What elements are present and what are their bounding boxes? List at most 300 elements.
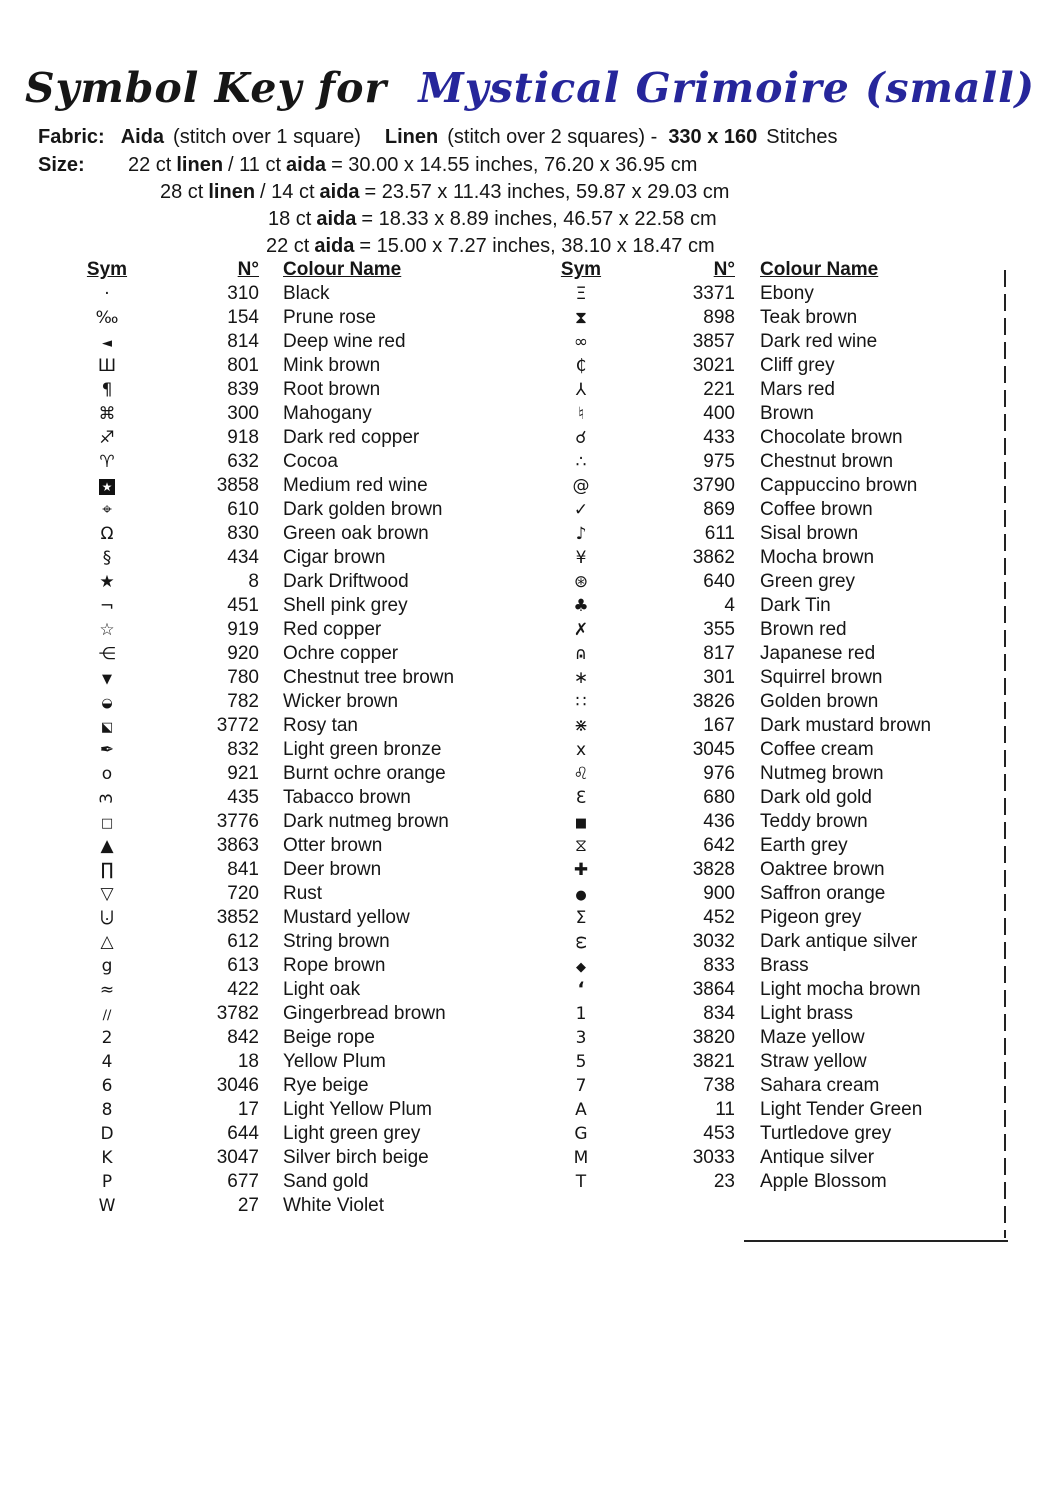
thread-number-cell: 310	[227, 283, 259, 304]
text-segment: = 23.57 x 11.43 inches, 59.87 x 29.03 cm	[364, 181, 730, 203]
stitch-symbol: ⨃	[100, 908, 114, 928]
thread-number-cell: 632	[227, 451, 259, 472]
table-row	[63, 1170, 508, 1194]
table-row	[63, 642, 508, 666]
thread-number-cell: 436	[703, 811, 735, 832]
stitch-symbol: ◪	[100, 720, 114, 735]
text-segment: = 30.00 x 14.55 inches, 76.20 x 36.95 cm	[331, 154, 698, 176]
thread-number-cell: 4	[724, 595, 735, 616]
thread-number-cell: 839	[227, 379, 259, 400]
thread-number-cell: 613	[227, 955, 259, 976]
colour-name-cell: Squirrel brown	[760, 667, 883, 688]
stitch-symbol: ∗	[573, 668, 589, 688]
stitch-symbol: W	[98, 1196, 116, 1216]
stitch-symbol: ◒	[101, 696, 113, 711]
thread-number-cell: 3046	[216, 1075, 259, 1096]
size-label: Size:	[38, 154, 85, 176]
colour-name-cell: Burnt ochre orange	[283, 763, 446, 784]
colour-name-cell: Ebony	[760, 283, 814, 304]
column-header-name: Colour Name	[760, 259, 879, 280]
stitch-symbol: ¶	[101, 380, 113, 400]
colour-name-cell: Dark Tin	[760, 595, 831, 616]
stitch-symbol: @	[572, 476, 590, 496]
colour-name-cell: Brown red	[760, 619, 847, 640]
table-row	[63, 450, 508, 474]
colour-name-cell: Golden brown	[760, 691, 879, 712]
colour-name-cell: Yellow Plum	[283, 1051, 386, 1072]
table-row	[63, 954, 508, 978]
colour-name-cell: Teak brown	[760, 307, 858, 328]
stitch-symbol: ♣	[573, 596, 589, 616]
colour-name-cell: Green grey	[760, 571, 856, 592]
thread-number-cell: 677	[227, 1171, 259, 1192]
stitch-symbol: ⌖	[102, 500, 112, 520]
thread-number-cell: 3864	[692, 979, 735, 1000]
thread-number-cell: 154	[227, 307, 259, 328]
table-row	[63, 330, 508, 354]
colour-name-cell: Rust	[283, 883, 323, 904]
thread-number-cell: 3821	[692, 1051, 735, 1072]
table-row	[543, 354, 1003, 378]
stitch-symbol: ☌	[575, 428, 587, 448]
text-segment: 18 ct	[268, 208, 312, 230]
table-row	[63, 858, 508, 882]
thread-number-cell: 3857	[692, 331, 735, 352]
colour-name-cell: Japanese red	[760, 643, 876, 664]
colour-name-cell: Straw yellow	[760, 1051, 867, 1072]
thread-number-cell: 3045	[692, 739, 735, 760]
thread-number-cell: 167	[703, 715, 735, 736]
colour-name-cell: Chestnut tree brown	[283, 667, 455, 688]
table-row	[63, 1194, 508, 1218]
colour-name-cell: Nutmeg brown	[760, 763, 884, 784]
colour-name-cell: Otter brown	[283, 835, 383, 856]
table-row	[543, 450, 1003, 474]
stitch-symbol: ✓	[573, 500, 589, 520]
stitch-symbol: ♐	[99, 428, 115, 448]
stitch-symbol: 4	[101, 1052, 113, 1072]
colour-name-cell: Maze yellow	[760, 1027, 865, 1048]
table-row	[543, 1146, 1003, 1170]
colour-name-cell: Turtledove grey	[760, 1123, 892, 1144]
thread-number-cell: 3790	[692, 475, 735, 496]
table-row	[543, 882, 1003, 906]
stitch-symbol: 7	[575, 1076, 587, 1096]
symbol-table-left-column	[63, 258, 508, 1218]
stitch-symbol: 1	[575, 1004, 587, 1024]
stitch-symbol: ◄	[102, 336, 112, 351]
stitch-symbol: Ξ	[575, 284, 587, 304]
thread-number-cell: 976	[703, 763, 735, 784]
colour-name-cell: Wicker brown	[283, 691, 399, 712]
stitch-symbol: ⋲	[98, 644, 116, 664]
thread-number-cell: 642	[703, 835, 735, 856]
thread-number-cell: 221	[703, 379, 735, 400]
stitch-symbol: ⋇	[573, 716, 589, 736]
colour-name-cell: Brass	[760, 955, 809, 976]
stitch-symbol: Σ	[575, 908, 587, 928]
stitch-symbol: ¬	[99, 596, 115, 616]
colour-name-cell: Rope brown	[283, 955, 386, 976]
table-header-row	[543, 258, 1003, 282]
text-segment: aida	[286, 154, 327, 176]
thread-number-cell: 3862	[692, 547, 735, 568]
table-row	[63, 522, 508, 546]
stitch-symbol: ♈	[99, 452, 115, 472]
stitch-symbol: ●	[575, 888, 587, 903]
thread-number-cell: 301	[703, 667, 735, 688]
stitch-symbol: T	[575, 1172, 587, 1192]
thread-number-cell: 814	[227, 331, 259, 352]
thread-number-cell: 611	[704, 523, 735, 544]
table-row	[63, 498, 508, 522]
stitch-symbol: 2	[101, 1028, 113, 1048]
table-row	[63, 1122, 508, 1146]
stitch-symbol: ‰	[95, 308, 119, 328]
stitch-symbol: ■	[574, 816, 588, 831]
symbol-table-right-column	[543, 258, 1003, 1194]
colour-name-cell: Dark golden brown	[283, 499, 443, 520]
thread-number-cell: 3032	[692, 931, 735, 952]
thread-number-cell: 452	[703, 907, 735, 928]
colour-name-cell: Medium red wine	[283, 475, 428, 496]
text-segment: / 14 ct	[260, 181, 315, 203]
stitch-symbol: ⧗	[575, 308, 587, 328]
table-row	[543, 378, 1003, 402]
table-row	[543, 282, 1003, 306]
table-row	[63, 666, 508, 690]
stitch-symbol: P	[101, 1172, 113, 1192]
thread-number-cell: 921	[227, 763, 259, 784]
text-segment: linen	[176, 154, 224, 176]
text-segment: Linen	[384, 126, 439, 148]
stitch-symbol: ⊛	[573, 572, 589, 592]
thread-number-cell: 11	[715, 1099, 735, 1120]
thread-number-cell: 435	[227, 787, 259, 808]
stitch-symbol: ▽	[100, 884, 114, 904]
colour-name-cell: Deer brown	[283, 859, 382, 880]
title-pattern-name: Mystical Grimoire (small)	[418, 64, 1036, 112]
colour-name-cell: Light oak	[283, 979, 361, 1000]
table-row	[543, 1098, 1003, 1122]
colour-name-cell: Pigeon grey	[760, 907, 862, 928]
stitch-symbol: 5	[575, 1052, 587, 1072]
column-header-sym: Sym	[86, 259, 128, 280]
stitch-symbol: ✗	[573, 620, 589, 640]
colour-name-cell: Antique silver	[760, 1147, 875, 1168]
stitch-symbol: M	[573, 1148, 589, 1168]
colour-name-cell: Dark mustard brown	[760, 715, 932, 736]
table-row	[543, 594, 1003, 618]
table-row	[543, 786, 1003, 810]
table-row	[543, 522, 1003, 546]
colour-name-cell: Light Yellow Plum	[283, 1099, 432, 1120]
text-segment: = 15.00 x 7.27 inches, 38.10 x 18.47 cm	[359, 235, 715, 257]
table-row	[543, 570, 1003, 594]
text-segment: / 11 ct	[228, 154, 282, 176]
stitch-symbol: A	[575, 1100, 587, 1120]
table-row	[63, 1098, 508, 1122]
stitch-symbol: ♌	[573, 764, 589, 784]
stitch-symbol: ∏	[100, 860, 114, 880]
table-row	[543, 858, 1003, 882]
thread-number-cell: 920	[227, 643, 259, 664]
size-line	[0, 233, 734, 260]
table-row	[63, 618, 508, 642]
table-row	[543, 402, 1003, 426]
text-segment: (stitch over 2 squares) -	[447, 126, 658, 148]
table-row	[543, 546, 1003, 570]
table-row	[543, 762, 1003, 786]
thread-number-cell: 898	[703, 307, 735, 328]
text-segment: linen	[208, 181, 256, 203]
thread-number-cell: 738	[703, 1075, 735, 1096]
table-row	[63, 402, 508, 426]
colour-name-cell: Ochre copper	[283, 643, 399, 664]
thread-number-cell: 3858	[216, 475, 259, 496]
colour-name-cell: Red copper	[283, 619, 382, 640]
colour-name-cell: Earth grey	[760, 835, 848, 856]
thread-number-cell: 610	[227, 499, 259, 520]
thread-number-cell: 640	[703, 571, 735, 592]
table-row	[543, 714, 1003, 738]
table-row	[63, 1074, 508, 1098]
colour-name-cell: Light mocha brown	[760, 979, 921, 1000]
colour-name-cell: Cliff grey	[760, 355, 835, 376]
colour-name-cell: Rye beige	[283, 1075, 369, 1096]
colour-name-cell: Deep wine red	[283, 331, 406, 352]
stitch-symbol: ₵	[575, 356, 587, 376]
stitch-symbol: §	[102, 548, 112, 568]
thread-number-cell: 918	[227, 427, 259, 448]
thread-number-cell: 3776	[216, 811, 259, 832]
thread-number-cell: 3828	[692, 859, 735, 880]
fabric-info-line	[38, 124, 846, 151]
table-row	[543, 738, 1003, 762]
stitch-symbol: o	[101, 764, 113, 784]
text-segment: Stitches	[766, 126, 838, 148]
table-row	[543, 1122, 1003, 1146]
thread-number-cell: 8	[248, 571, 259, 592]
table-row	[63, 426, 508, 450]
table-row	[63, 810, 508, 834]
thread-number-cell: 300	[227, 403, 259, 424]
table-row	[543, 642, 1003, 666]
colour-name-cell: Apple Blossom	[760, 1171, 887, 1192]
table-row	[63, 786, 508, 810]
table-row	[63, 354, 508, 378]
colour-name-cell: Light green grey	[283, 1123, 421, 1144]
table-row	[63, 282, 508, 306]
colour-name-cell: Mocha brown	[760, 547, 875, 568]
text-segment: aida	[319, 181, 360, 203]
colour-name-cell: Dark nutmeg brown	[283, 811, 449, 832]
stitch-symbol: ∴	[575, 452, 587, 472]
table-row	[63, 1050, 508, 1074]
colour-name-cell: Dark red wine	[760, 331, 878, 352]
stitch-symbol: g	[101, 956, 113, 976]
stitch-symbol: □	[100, 816, 114, 831]
table-row	[63, 1002, 508, 1026]
colour-name-cell: Shell pink grey	[283, 595, 408, 616]
thread-number-cell: 3820	[692, 1027, 735, 1048]
table-row	[63, 906, 508, 930]
thread-number-cell: 842	[227, 1027, 259, 1048]
size-line	[0, 206, 734, 233]
stitch-symbol: ♮	[577, 404, 585, 424]
table-row	[543, 1074, 1003, 1098]
table-row	[543, 930, 1003, 954]
stitch-symbol: △	[100, 932, 114, 952]
text-segment: Fabric:	[38, 126, 105, 148]
thread-number-cell: 3371	[692, 283, 735, 304]
thread-number-cell: 841	[227, 859, 259, 880]
thread-number-cell: 3852	[216, 907, 259, 928]
thread-number-cell: 23	[713, 1171, 735, 1192]
colour-name-cell: Chestnut brown	[760, 451, 894, 472]
colour-name-cell: Cocoa	[283, 451, 338, 472]
table-header-row	[63, 258, 508, 282]
table-bottom-border	[744, 1240, 1008, 1242]
table-row	[543, 906, 1003, 930]
colour-name-cell: Sand gold	[283, 1171, 369, 1192]
table-row	[63, 930, 508, 954]
stitch-symbol: ·	[104, 284, 110, 304]
thread-number-cell: 451	[227, 595, 259, 616]
colour-name-cell: String brown	[283, 931, 390, 952]
table-row	[543, 1170, 1003, 1194]
table-row	[543, 690, 1003, 714]
colour-name-cell: Sahara cream	[760, 1075, 880, 1096]
table-row	[543, 666, 1003, 690]
colour-name-cell: Green oak brown	[283, 523, 429, 544]
stitch-symbol: Ш	[97, 356, 117, 376]
table-row	[543, 618, 1003, 642]
table-right-border	[1004, 270, 1006, 1238]
stitch-symbol: ◆	[576, 960, 586, 975]
table-row	[63, 546, 508, 570]
thread-number-cell: 919	[227, 619, 259, 640]
colour-name-cell: Beige rope	[283, 1027, 375, 1048]
table-row	[63, 570, 508, 594]
colour-name-cell: Cappuccino brown	[760, 475, 918, 496]
thread-number-cell: 453	[703, 1123, 735, 1144]
stitch-symbol: Ω	[100, 524, 114, 544]
thread-number-cell: 3047	[216, 1147, 259, 1168]
text-segment: 330 x 160	[668, 126, 758, 148]
stitch-symbol: 6	[101, 1076, 113, 1096]
table-row	[63, 978, 508, 1002]
thread-number-cell: 782	[227, 691, 259, 712]
text-segment: 22 ct	[128, 154, 172, 176]
column-header-sym: Sym	[560, 259, 602, 280]
thread-number-cell: 3772	[216, 715, 259, 736]
stitch-symbol: G	[574, 1124, 588, 1144]
table-row	[543, 330, 1003, 354]
size-line	[0, 179, 734, 206]
colour-name-cell: Light brass	[760, 1003, 853, 1024]
table-row	[543, 1050, 1003, 1074]
table-row	[543, 978, 1003, 1002]
text-segment: (stitch over 1 square)	[173, 126, 361, 148]
colour-name-cell: Dark old gold	[760, 787, 872, 808]
colour-name-cell: Cigar brown	[283, 547, 386, 568]
colour-name-cell: Saffron orange	[760, 883, 886, 904]
stitch-symbol: ≈	[99, 980, 115, 1000]
colour-name-cell: Dark antique silver	[760, 931, 918, 952]
colour-name-cell: Coffee brown	[760, 499, 873, 520]
table-row	[63, 738, 508, 762]
thread-number-cell: 3863	[216, 835, 259, 856]
colour-name-cell: Teddy brown	[760, 811, 868, 832]
thread-number-cell: 975	[703, 451, 735, 472]
table-row	[543, 426, 1003, 450]
thread-number-cell: 801	[227, 355, 259, 376]
stitch-symbol: ∞	[573, 332, 589, 352]
thread-number-cell: 780	[227, 667, 259, 688]
column-header-name: Colour Name	[283, 259, 402, 280]
table-row	[543, 1026, 1003, 1050]
stitch-symbol: 3	[96, 793, 117, 804]
table-row	[63, 690, 508, 714]
colour-name-cell: Mink brown	[283, 355, 381, 376]
title-prefix: Symbol Key for	[24, 64, 388, 112]
stitch-symbol: ☆	[99, 620, 115, 640]
stitch-symbol: 3	[575, 1028, 587, 1048]
stitch-symbol: ∩ ·	[575, 646, 587, 663]
stitch-symbol: ∕∕	[102, 1008, 112, 1023]
thread-number-cell: 900	[703, 883, 735, 904]
colour-name-cell: Rosy tan	[283, 715, 358, 736]
colour-name-cell: Silver birch beige	[283, 1147, 429, 1168]
table-row	[63, 762, 508, 786]
table-row	[63, 594, 508, 618]
colour-name-cell: Mars red	[760, 379, 835, 400]
text-segment: = 18.33 x 8.89 inches, 46.57 x 22.58 cm	[361, 208, 717, 230]
table-row	[63, 882, 508, 906]
thread-number-cell: 17	[237, 1099, 259, 1120]
thread-number-cell: 833	[703, 955, 735, 976]
colour-name-cell: Mahogany	[283, 403, 372, 424]
stitch-symbol: ▼	[102, 672, 112, 687]
text-segment: aida	[314, 235, 355, 257]
stitch-symbol: ∷	[575, 692, 587, 712]
table-row	[543, 306, 1003, 330]
colour-name-cell: Gingerbread brown	[283, 1003, 446, 1024]
table-row	[543, 954, 1003, 978]
size-info-lines	[0, 152, 734, 260]
colour-name-cell: Brown	[760, 403, 814, 424]
text-segment: aida	[316, 208, 357, 230]
colour-name-cell: Mustard yellow	[283, 907, 410, 928]
stitch-symbol: ‘	[577, 978, 585, 1000]
colour-name-cell: Light Tender Green	[760, 1099, 923, 1120]
stitch-symbol: x	[575, 740, 587, 760]
thread-number-cell: 834	[703, 1003, 735, 1024]
table-row	[63, 714, 508, 738]
colour-name-cell: Coffee cream	[760, 739, 874, 760]
thread-number-cell: 680	[703, 787, 735, 808]
colour-name-cell: Tabacco brown	[283, 787, 411, 808]
thread-number-cell: 817	[703, 643, 735, 664]
thread-number-cell: 400	[703, 403, 735, 424]
colour-name-cell: Black	[283, 283, 330, 304]
colour-name-cell: Dark red copper	[283, 427, 420, 448]
table-row	[63, 834, 508, 858]
stitch-symbol: ★	[99, 572, 115, 592]
colour-name-cell: Sisal brown	[760, 523, 859, 544]
stitch-symbol: ▲	[100, 836, 114, 856]
